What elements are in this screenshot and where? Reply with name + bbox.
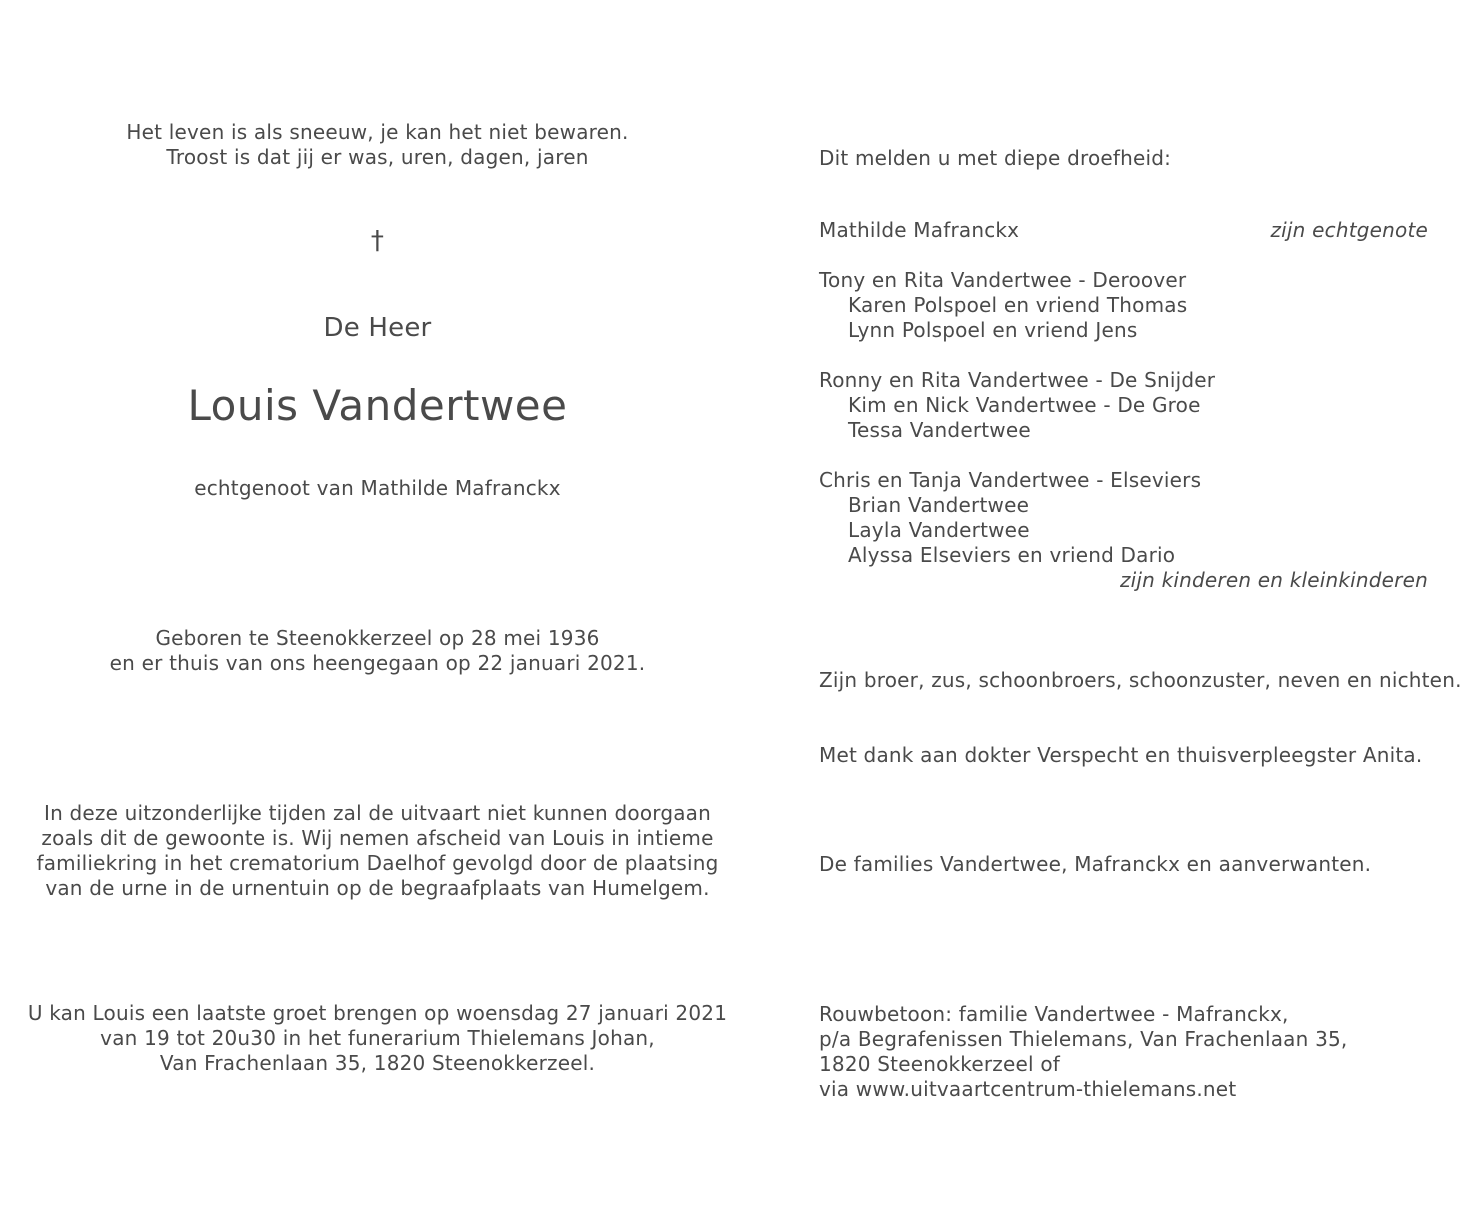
deceased-name: Louis Vandertwee [187, 381, 568, 430]
families-text: De families Vandertwee, Mafranckx en aanverwanten. [819, 852, 1372, 876]
visitation-line: U kan Louis een laatste groet brengen op woensdag 27 januari 2021 [27, 1001, 728, 1025]
thanks-line: Met dank aan dokter Verspecht en thuisverpleegster Anita. [819, 743, 1423, 767]
grandchild: Tessa Vandertwee [848, 418, 1031, 442]
condolences-line: p/a Begrafenissen Thielemans, Van Frachenlaan 35, [819, 1027, 1348, 1051]
intro-line: Dit melden u met diepe droefheid: [819, 146, 1172, 170]
condolences-line: Rouwbetoon: familie Vandertwee - Mafranckx, [819, 1002, 1289, 1026]
families-line [819, 852, 1371, 877]
family-group [819, 468, 1201, 568]
grandchild: Karen Polspoel en vriend Thomas [848, 293, 1188, 317]
birth-death [0, 626, 755, 676]
honorific: De Heer [323, 313, 432, 343]
poem-line: Troost is dat jij er was, uren, dagen, jaren [166, 145, 589, 169]
condolences-line: 1820 Steenokkerzeel of [819, 1052, 1060, 1076]
family-head: Chris en Tanja Vandertwee - Elseviers [819, 468, 1202, 492]
ceremony-line: In deze uitzonderlijke tijden zal de uitvaart niet kunnen doorgaan [43, 801, 712, 825]
grandchild: Lynn Polspoel en vriend Jens [848, 318, 1138, 342]
visitation-line: Van Frachenlaan 35, 1820 Steenokkerzeel. [159, 1051, 596, 1075]
grandchild: Kim en Nick Vandertwee - De Groe [848, 393, 1201, 417]
spouse-line: echtgenoot van Mathilde Mafranckx [194, 476, 561, 500]
siblings [819, 668, 1462, 693]
grandchild: Alyssa Elseviers en vriend Dario [848, 543, 1176, 567]
ceremony-line: van de urne in de urnentuin op de begraafplaats van Humelgem. [45, 876, 710, 900]
condolences [819, 1002, 1347, 1102]
death-line: en er thuis van ons heengegaan op 22 januari 2021. [109, 651, 646, 675]
cross-icon: † [370, 226, 385, 256]
spouse-row [819, 218, 1428, 243]
family-head: Tony en Rita Vandertwee - Deroover [819, 268, 1187, 292]
spouse-relation: zijn echtgenote [1270, 218, 1428, 242]
ceremony-line: familiekring in het crematorium Daelhof gevolgd door de plaatsing [36, 851, 719, 875]
children-relation: zijn kinderen en kleinkinderen [1119, 568, 1428, 592]
spouse-name: Mathilde Mafranckx [819, 218, 1020, 242]
grandchild: Layla Vandertwee [848, 518, 1030, 542]
grandchild: Brian Vandertwee [848, 493, 1030, 517]
poem [0, 120, 755, 170]
family-head: Ronny en Rita Vandertwee - De Snijder [819, 368, 1216, 392]
visitation-line: van 19 tot 20u30 in het funerarium Thielemans Johan, [100, 1026, 655, 1050]
family-group [819, 368, 1215, 443]
condolences-url: via www.uitvaartcentrum-thielemans.net [819, 1077, 1237, 1101]
birth-line: Geboren te Steenokkerzeel op 28 mei 1936 [155, 626, 600, 650]
thanks [819, 743, 1422, 768]
ceremony-text [0, 801, 755, 901]
visitation-text [0, 1001, 755, 1076]
family-group [819, 268, 1187, 343]
siblings-line: Zijn broer, zus, schoonbroers, schoonzuster, neven en nichten. [819, 668, 1462, 692]
ceremony-line: zoals dit de gewoonte is. Wij nemen afscheid van Louis in intieme [41, 826, 714, 850]
poem-line: Het leven is als sneeuw, je kan het niet bewaren. [126, 120, 629, 144]
intro [819, 146, 1171, 171]
